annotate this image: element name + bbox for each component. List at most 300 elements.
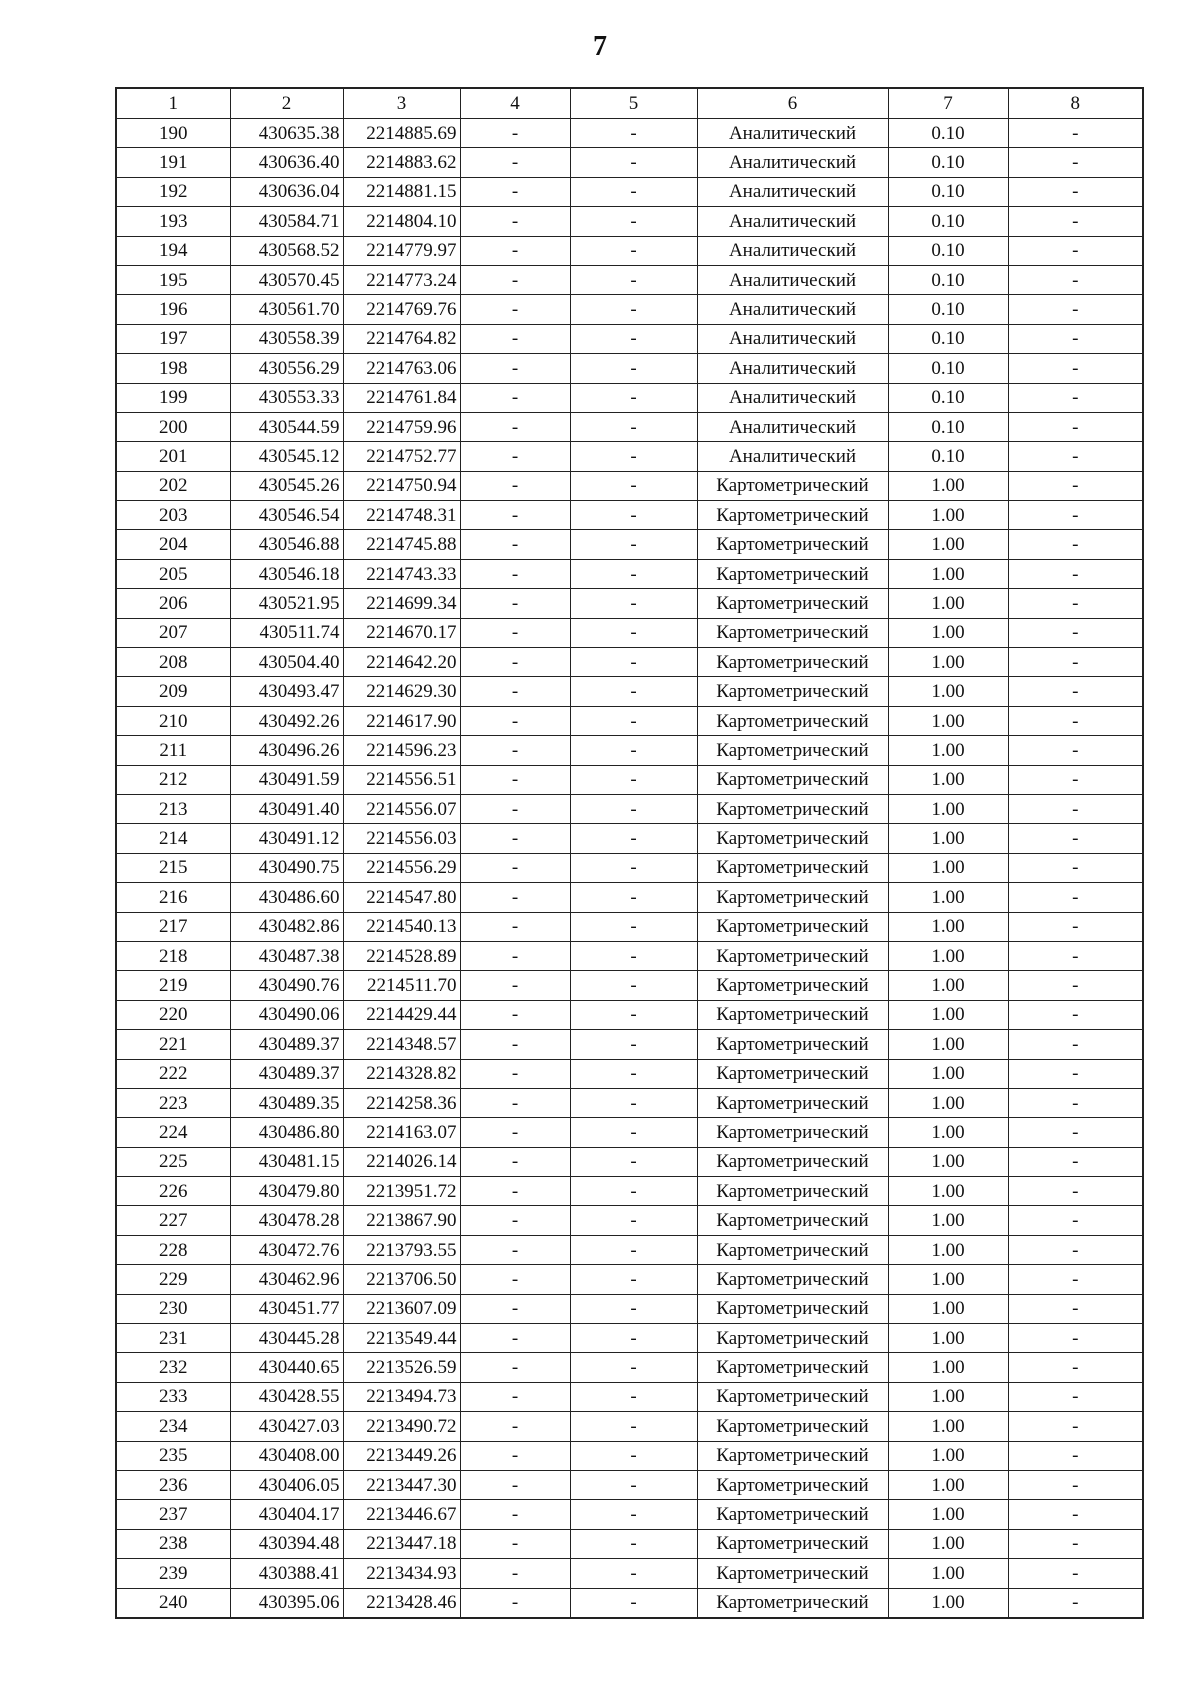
point-number-cell: 202 [116,471,230,500]
column-5-cell: - [570,1412,697,1441]
x-coordinate-cell: 430491.40 [230,794,343,823]
table-row [116,501,1143,530]
column-4-cell: - [460,1324,570,1353]
y-coordinate-cell: 2214745.88 [343,530,460,559]
y-coordinate-cell: 2214752.77 [343,442,460,471]
column-4-cell: - [460,1294,570,1323]
column-8-cell: - [1008,1529,1143,1558]
point-number-cell: 221 [116,1030,230,1059]
column-4-cell: - [460,1118,570,1147]
column-8-cell: - [1008,736,1143,765]
y-coordinate-cell: 2214547.80 [343,883,460,912]
column-4-cell: - [460,354,570,383]
accuracy-cell: 1.00 [888,1324,1008,1353]
x-coordinate-cell: 430482.86 [230,912,343,941]
method-cell: Картометрический [697,1000,888,1029]
x-coordinate-cell: 430570.45 [230,265,343,294]
y-coordinate-cell: 2214773.24 [343,265,460,294]
point-number-cell: 220 [116,1000,230,1029]
column-4-cell: - [460,207,570,236]
accuracy-cell: 1.00 [888,559,1008,588]
x-coordinate-cell: 430489.37 [230,1030,343,1059]
accuracy-cell: 1.00 [888,1500,1008,1529]
column-5-cell: - [570,1059,697,1088]
x-coordinate-cell: 430395.06 [230,1588,343,1618]
accuracy-cell: 1.00 [888,1441,1008,1470]
column-4-cell: - [460,941,570,970]
point-number-cell: 222 [116,1059,230,1088]
point-number-cell: 217 [116,912,230,941]
accuracy-cell: 1.00 [888,1559,1008,1588]
column-8-cell: - [1008,177,1143,206]
table-row [116,1500,1143,1529]
method-cell: Аналитический [697,412,888,441]
column-5-cell: - [570,471,697,500]
accuracy-cell: 1.00 [888,1088,1008,1117]
point-number-cell: 190 [116,119,230,148]
y-coordinate-cell: 2214881.15 [343,177,460,206]
x-coordinate-cell: 430462.96 [230,1265,343,1294]
method-cell: Картометрический [697,471,888,500]
column-5-cell: - [570,207,697,236]
column-5-cell: - [570,530,697,559]
column-4-cell: - [460,1088,570,1117]
accuracy-cell: 1.00 [888,1588,1008,1618]
column-4-cell: - [460,765,570,794]
column-4-cell: - [460,1177,570,1206]
column-8-cell: - [1008,119,1143,148]
column-8-cell: - [1008,412,1143,441]
table-row [116,295,1143,324]
table-row [116,1088,1143,1117]
y-coordinate-cell: 2214556.03 [343,824,460,853]
y-coordinate-cell: 2214670.17 [343,618,460,647]
accuracy-cell: 1.00 [888,530,1008,559]
method-cell: Картометрический [697,1500,888,1529]
column-5-cell: - [570,794,697,823]
y-coordinate-cell: 2214556.29 [343,853,460,882]
column-5-cell: - [570,648,697,677]
column-5-cell: - [570,883,697,912]
method-cell: Картометрический [697,853,888,882]
method-cell: Картометрический [697,501,888,530]
x-coordinate-cell: 430491.12 [230,824,343,853]
x-coordinate-cell: 430546.54 [230,501,343,530]
column-4-cell: - [460,1500,570,1529]
table-row [116,412,1143,441]
y-coordinate-cell: 2214642.20 [343,648,460,677]
table-row [116,1177,1143,1206]
column-4-cell: - [460,501,570,530]
accuracy-cell: 1.00 [888,1470,1008,1499]
table-row [116,354,1143,383]
y-coordinate-cell: 2213446.67 [343,1500,460,1529]
y-coordinate-cell: 2214743.33 [343,559,460,588]
column-8-cell: - [1008,883,1143,912]
table-row [116,383,1143,412]
column-8-cell: - [1008,706,1143,735]
column-4-cell: - [460,412,570,441]
accuracy-cell: 1.00 [888,1118,1008,1147]
point-number-cell: 213 [116,794,230,823]
column-5-cell: - [570,1529,697,1558]
accuracy-cell: 1.00 [888,618,1008,647]
column-8-cell: - [1008,1382,1143,1411]
accuracy-cell: 1.00 [888,883,1008,912]
column-5-cell: - [570,265,697,294]
table-row [116,559,1143,588]
y-coordinate-cell: 2214163.07 [343,1118,460,1147]
point-number-cell: 232 [116,1353,230,1382]
table-header-row [116,88,1143,119]
method-cell: Картометрический [697,1470,888,1499]
point-number-cell: 206 [116,589,230,618]
accuracy-cell: 1.00 [888,1382,1008,1411]
point-number-cell: 201 [116,442,230,471]
table-row [116,941,1143,970]
column-4-cell: - [460,971,570,1000]
y-coordinate-cell: 2214779.97 [343,236,460,265]
column-4-cell: - [460,1588,570,1618]
column-8-cell: - [1008,207,1143,236]
point-number-cell: 228 [116,1235,230,1264]
point-number-cell: 218 [116,941,230,970]
y-coordinate-cell: 2214556.07 [343,794,460,823]
column-5-cell: - [570,1294,697,1323]
accuracy-cell: 1.00 [888,1000,1008,1029]
x-coordinate-cell: 430492.26 [230,706,343,735]
method-cell: Картометрический [697,648,888,677]
point-number-cell: 236 [116,1470,230,1499]
accuracy-cell: 0.10 [888,207,1008,236]
column-8-cell: - [1008,794,1143,823]
x-coordinate-cell: 430496.26 [230,736,343,765]
table-row [116,765,1143,794]
column-4-cell: - [460,706,570,735]
y-coordinate-cell: 2214804.10 [343,207,460,236]
column-8-cell: - [1008,971,1143,1000]
table-row [116,177,1143,206]
table-row [116,471,1143,500]
y-coordinate-cell: 2213867.90 [343,1206,460,1235]
column-5-cell: - [570,1500,697,1529]
column-5-cell: - [570,559,697,588]
column-5-cell: - [570,1177,697,1206]
method-cell: Аналитический [697,324,888,353]
column-8-cell: - [1008,1235,1143,1264]
column-5-cell: - [570,354,697,383]
column-8-cell: - [1008,1000,1143,1029]
y-coordinate-cell: 2214763.06 [343,354,460,383]
accuracy-cell: 1.00 [888,648,1008,677]
accuracy-cell: 1.00 [888,589,1008,618]
table-row [116,1030,1143,1059]
method-cell: Картометрический [697,559,888,588]
column-4-cell: - [460,1000,570,1029]
x-coordinate-cell: 430511.74 [230,618,343,647]
x-coordinate-cell: 430472.76 [230,1235,343,1264]
column-4-cell: - [460,1382,570,1411]
column-4-cell: - [460,648,570,677]
page-number: 7 [593,31,607,62]
x-coordinate-cell: 430546.18 [230,559,343,588]
column-4-cell: - [460,442,570,471]
accuracy-cell: 0.10 [888,236,1008,265]
point-number-cell: 234 [116,1412,230,1441]
y-coordinate-cell: 2213793.55 [343,1235,460,1264]
point-number-cell: 207 [116,618,230,647]
table-row [116,1588,1143,1618]
column-8-cell: - [1008,1500,1143,1529]
table-row [116,971,1143,1000]
column-5-cell: - [570,1147,697,1176]
column-4-cell: - [460,736,570,765]
y-coordinate-cell: 2214026.14 [343,1147,460,1176]
x-coordinate-cell: 430558.39 [230,324,343,353]
method-cell: Картометрический [697,1559,888,1588]
column-8-cell: - [1008,442,1143,471]
y-coordinate-cell: 2213447.18 [343,1529,460,1558]
method-cell: Картометрический [697,1588,888,1618]
column-4-cell: - [460,1147,570,1176]
method-cell: Картометрический [697,530,888,559]
x-coordinate-cell: 430635.38 [230,119,343,148]
column-5-cell: - [570,501,697,530]
x-coordinate-cell: 430546.88 [230,530,343,559]
column-8-cell: - [1008,1030,1143,1059]
column-5-cell: - [570,236,697,265]
x-coordinate-cell: 430404.17 [230,1500,343,1529]
y-coordinate-cell: 2214759.96 [343,412,460,441]
table-body [116,119,1143,1618]
y-coordinate-cell: 2214540.13 [343,912,460,941]
column-8-cell: - [1008,648,1143,677]
column-4-cell: - [460,853,570,882]
accuracy-cell: 0.10 [888,295,1008,324]
column-5-cell: - [570,589,697,618]
accuracy-cell: 1.00 [888,1059,1008,1088]
column-5-cell: - [570,119,697,148]
y-coordinate-cell: 2213607.09 [343,1294,460,1323]
column-8-cell: - [1008,559,1143,588]
point-number-cell: 238 [116,1529,230,1558]
column-8-cell: - [1008,1412,1143,1441]
table-row [116,530,1143,559]
accuracy-cell: 1.00 [888,1030,1008,1059]
column-8-cell: - [1008,354,1143,383]
accuracy-cell: 0.10 [888,177,1008,206]
accuracy-cell: 0.10 [888,265,1008,294]
y-coordinate-cell: 2214596.23 [343,736,460,765]
y-coordinate-cell: 2214617.90 [343,706,460,735]
column-4-cell: - [460,1059,570,1088]
column-4-cell: - [460,177,570,206]
table-row [116,148,1143,177]
column-5-cell: - [570,736,697,765]
method-cell: Картометрический [697,1088,888,1117]
column-4-cell: - [460,618,570,647]
column-5-cell: - [570,824,697,853]
column-5-cell: - [570,618,697,647]
accuracy-cell: 0.10 [888,148,1008,177]
y-coordinate-cell: 2214629.30 [343,677,460,706]
table-row [116,1441,1143,1470]
column-8-cell: - [1008,501,1143,530]
column-5-cell: - [570,941,697,970]
point-number-cell: 210 [116,706,230,735]
column-4-cell: - [460,265,570,294]
column-5-cell: - [570,1559,697,1588]
method-cell: Картометрический [697,1147,888,1176]
column-5-cell: - [570,1206,697,1235]
x-coordinate-cell: 430388.41 [230,1559,343,1588]
x-coordinate-cell: 430408.00 [230,1441,343,1470]
table-row [116,736,1143,765]
table-row [116,794,1143,823]
x-coordinate-cell: 430445.28 [230,1324,343,1353]
method-cell: Картометрический [697,706,888,735]
accuracy-cell: 1.00 [888,794,1008,823]
column-4-cell: - [460,1529,570,1558]
x-coordinate-cell: 430451.77 [230,1294,343,1323]
column-8-cell: - [1008,1559,1143,1588]
method-cell: Картометрический [697,1412,888,1441]
column-8-cell: - [1008,618,1143,647]
x-coordinate-cell: 430440.65 [230,1353,343,1382]
point-number-cell: 216 [116,883,230,912]
method-cell: Аналитический [697,148,888,177]
table-row [116,1294,1143,1323]
accuracy-cell: 1.00 [888,736,1008,765]
y-coordinate-cell: 2214764.82 [343,324,460,353]
column-4-cell: - [460,236,570,265]
accuracy-cell: 1.00 [888,677,1008,706]
table-row [116,1059,1143,1088]
column-5-cell: - [570,1265,697,1294]
column-5-cell: - [570,442,697,471]
table-row [116,1412,1143,1441]
column-4-cell: - [460,1235,570,1264]
method-cell: Аналитический [697,442,888,471]
column-4-cell: - [460,1265,570,1294]
table-row [116,1382,1143,1411]
x-coordinate-cell: 430568.52 [230,236,343,265]
table-row [116,119,1143,148]
table-row [116,883,1143,912]
column-8-cell: - [1008,236,1143,265]
table-row [116,618,1143,647]
method-cell: Картометрический [697,1353,888,1382]
y-coordinate-cell: 2213951.72 [343,1177,460,1206]
column-8-cell: - [1008,148,1143,177]
column-8-cell: - [1008,471,1143,500]
point-number-cell: 215 [116,853,230,882]
column-5-cell: - [570,971,697,1000]
column-5-cell: - [570,148,697,177]
point-number-cell: 205 [116,559,230,588]
method-cell: Картометрический [697,1235,888,1264]
column-8-cell: - [1008,1059,1143,1088]
column-5-cell: - [570,1441,697,1470]
x-coordinate-cell: 430489.35 [230,1088,343,1117]
column-8-cell: - [1008,941,1143,970]
method-cell: Аналитический [697,177,888,206]
y-coordinate-cell: 2214511.70 [343,971,460,1000]
method-cell: Картометрический [697,883,888,912]
point-number-cell: 203 [116,501,230,530]
accuracy-cell: 1.00 [888,1529,1008,1558]
column-4-cell: - [460,883,570,912]
accuracy-cell: 1.00 [888,941,1008,970]
method-cell: Аналитический [697,295,888,324]
method-cell: Картометрический [697,736,888,765]
accuracy-cell: 1.00 [888,501,1008,530]
y-coordinate-cell: 2214750.94 [343,471,460,500]
x-coordinate-cell: 430428.55 [230,1382,343,1411]
table-row [116,324,1143,353]
accuracy-cell: 0.10 [888,412,1008,441]
method-cell: Картометрический [697,589,888,618]
column-4-cell: - [460,1353,570,1382]
column-4-cell: - [460,589,570,618]
accuracy-cell: 1.00 [888,1353,1008,1382]
column-8-cell: - [1008,589,1143,618]
point-number-cell: 191 [116,148,230,177]
y-coordinate-cell: 2214429.44 [343,1000,460,1029]
column-8-cell: - [1008,1588,1143,1618]
point-number-cell: 192 [116,177,230,206]
point-number-cell: 199 [116,383,230,412]
table-row [116,706,1143,735]
column-4-cell: - [460,677,570,706]
column-4-cell: - [460,912,570,941]
accuracy-cell: 0.10 [888,324,1008,353]
table-row [116,1147,1143,1176]
accuracy-cell: 1.00 [888,471,1008,500]
coordinates-table [115,87,1144,1619]
point-number-cell: 197 [116,324,230,353]
column-4-cell: - [460,471,570,500]
accuracy-cell: 0.10 [888,354,1008,383]
method-cell: Картометрический [697,765,888,794]
accuracy-cell: 1.00 [888,912,1008,941]
column-4-cell: - [460,1559,570,1588]
accuracy-cell: 1.00 [888,1265,1008,1294]
column-5-cell: - [570,1088,697,1117]
accuracy-cell: 1.00 [888,824,1008,853]
y-coordinate-cell: 2214258.36 [343,1088,460,1117]
x-coordinate-cell: 430490.76 [230,971,343,1000]
header-cell: 1 [116,88,230,119]
x-coordinate-cell: 430545.26 [230,471,343,500]
method-cell: Картометрический [697,1294,888,1323]
header-cell: 4 [460,88,570,119]
column-4-cell: - [460,148,570,177]
column-5-cell: - [570,295,697,324]
table-row [116,912,1143,941]
method-cell: Картометрический [697,1529,888,1558]
method-cell: Картометрический [697,1324,888,1353]
table-row [116,1529,1143,1558]
y-coordinate-cell: 2213434.93 [343,1559,460,1588]
method-cell: Картометрический [697,1382,888,1411]
column-8-cell: - [1008,1147,1143,1176]
accuracy-cell: 0.10 [888,383,1008,412]
method-cell: Картометрический [697,971,888,1000]
accuracy-cell: 1.00 [888,1177,1008,1206]
column-4-cell: - [460,119,570,148]
table-row [116,1559,1143,1588]
